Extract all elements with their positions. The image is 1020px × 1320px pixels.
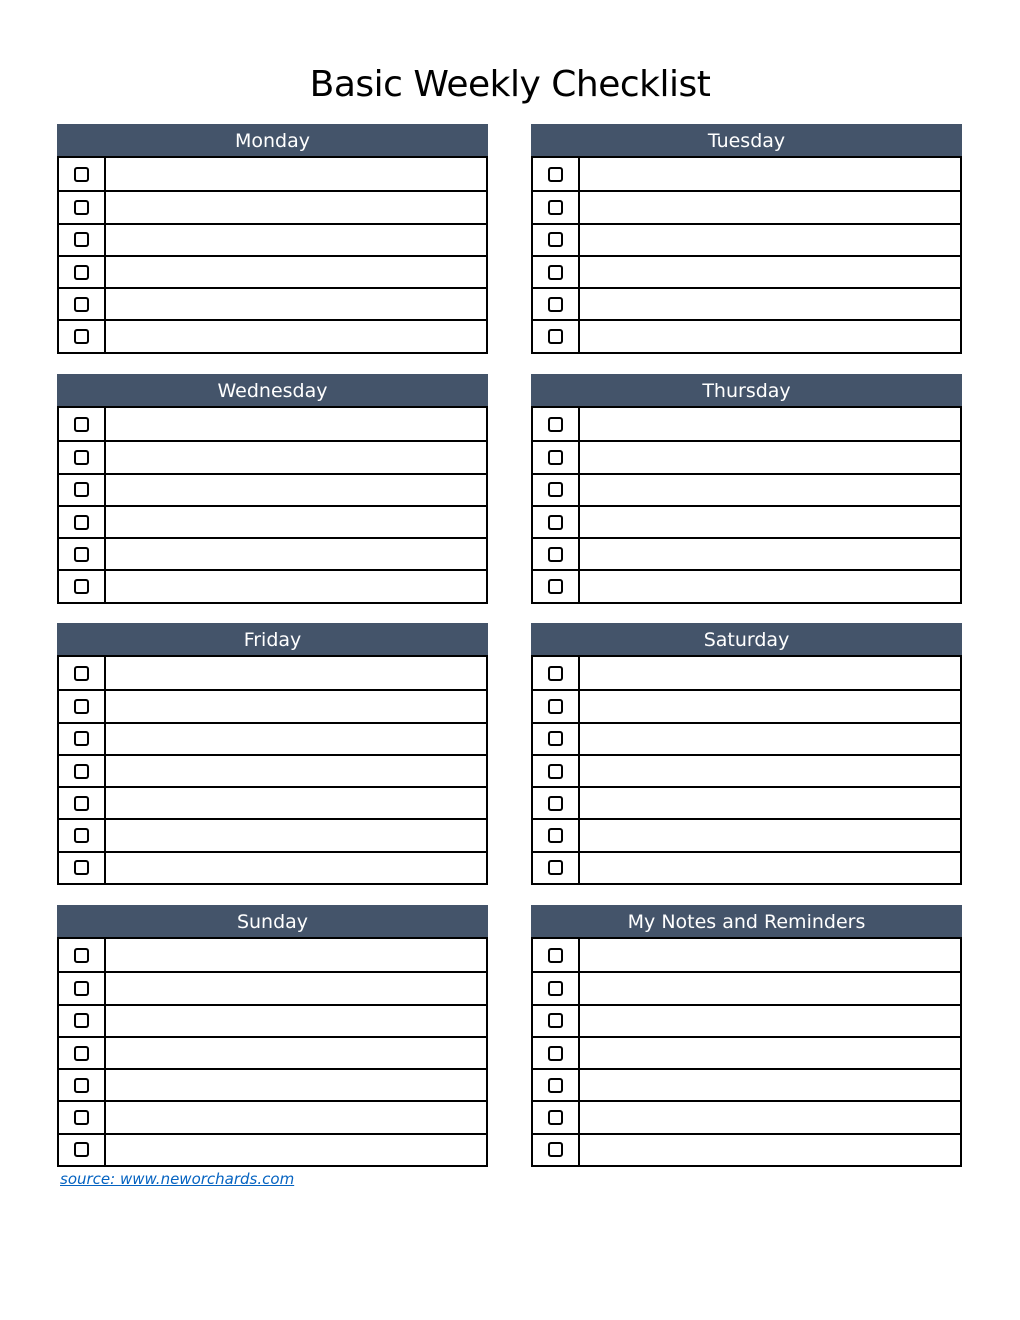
- checkbox-cell[interactable]: [533, 820, 580, 850]
- checkbox[interactable]: [548, 265, 563, 280]
- section-header: Thursday: [531, 374, 962, 406]
- checkbox[interactable]: [548, 1013, 563, 1028]
- checklist-row: [533, 158, 960, 190]
- checkbox-cell[interactable]: [533, 475, 580, 505]
- checkbox-cell[interactable]: [533, 691, 580, 721]
- checkbox-cell[interactable]: [59, 1102, 106, 1132]
- task-text-field[interactable]: [580, 1006, 960, 1036]
- page-title: Basic Weekly Checklist: [309, 64, 711, 105]
- checklist-row: [59, 505, 486, 537]
- checklist-row: [533, 505, 960, 537]
- checklist-row: [59, 657, 486, 689]
- checkbox[interactable]: [548, 482, 563, 497]
- checkbox-cell[interactable]: [59, 1038, 106, 1068]
- task-text-field[interactable]: [106, 158, 486, 190]
- task-text-field[interactable]: [580, 408, 960, 440]
- checkbox[interactable]: [548, 981, 563, 996]
- checklist-row: [533, 754, 960, 786]
- checkbox-cell[interactable]: [59, 853, 106, 883]
- checkbox-cell[interactable]: [533, 225, 580, 255]
- task-text-field[interactable]: [580, 321, 960, 351]
- checkbox-cell[interactable]: [533, 192, 580, 222]
- checklist-row: [533, 689, 960, 721]
- checkbox-cell[interactable]: [533, 1006, 580, 1036]
- checkbox[interactable]: [74, 417, 89, 432]
- checkbox[interactable]: [548, 547, 563, 562]
- checkbox-cell[interactable]: [533, 1102, 580, 1132]
- task-text-field[interactable]: [580, 691, 960, 721]
- section-sunday: [57, 905, 488, 1167]
- task-text-field[interactable]: [106, 657, 486, 689]
- section-header: My Notes and Reminders: [531, 905, 962, 937]
- checklist: [531, 937, 962, 1167]
- task-text-field[interactable]: [106, 289, 486, 319]
- task-text-field[interactable]: [580, 1102, 960, 1132]
- checkbox-cell[interactable]: [533, 158, 580, 190]
- task-text-field[interactable]: [106, 973, 486, 1003]
- checkbox-cell[interactable]: [533, 788, 580, 818]
- task-text-field[interactable]: [106, 756, 486, 786]
- checkbox-cell[interactable]: [59, 507, 106, 537]
- checkbox[interactable]: [74, 860, 89, 875]
- checkbox-cell[interactable]: [59, 939, 106, 971]
- checklist-row: [59, 319, 486, 351]
- task-text-field[interactable]: [106, 507, 486, 537]
- checkbox-cell[interactable]: [59, 192, 106, 222]
- checkbox[interactable]: [74, 1046, 89, 1061]
- checklist-row: [59, 851, 486, 883]
- task-text-field[interactable]: [106, 691, 486, 721]
- checkbox[interactable]: [74, 731, 89, 746]
- checklist-row: [533, 287, 960, 319]
- checkbox-cell[interactable]: [59, 724, 106, 754]
- section-header: Friday: [57, 623, 488, 655]
- checklist-row: [533, 722, 960, 754]
- checklist-row: [533, 657, 960, 689]
- checklist-row: [59, 223, 486, 255]
- checkbox-cell[interactable]: [59, 475, 106, 505]
- checkbox[interactable]: [74, 482, 89, 497]
- checkbox-cell[interactable]: [533, 442, 580, 472]
- checkbox[interactable]: [74, 579, 89, 594]
- checkbox[interactable]: [74, 828, 89, 843]
- checkbox-cell[interactable]: [533, 724, 580, 754]
- task-text-field[interactable]: [106, 442, 486, 472]
- task-text-field[interactable]: [580, 1038, 960, 1068]
- checkbox[interactable]: [74, 666, 89, 681]
- checkbox[interactable]: [74, 547, 89, 562]
- task-text-field[interactable]: [580, 657, 960, 689]
- checkbox[interactable]: [74, 1078, 89, 1093]
- checklist-row: [59, 971, 486, 1003]
- task-text-field[interactable]: [106, 788, 486, 818]
- checkbox-cell[interactable]: [59, 442, 106, 472]
- task-text-field[interactable]: [106, 1102, 486, 1132]
- checklist-row: [533, 440, 960, 472]
- checkbox-cell[interactable]: [59, 1135, 106, 1165]
- checklist-row: [59, 689, 486, 721]
- checklist: [57, 406, 488, 604]
- task-text-field[interactable]: [580, 225, 960, 255]
- checkbox[interactable]: [548, 699, 563, 714]
- section-notes-reminders: [531, 905, 962, 1167]
- checklist-row: [533, 786, 960, 818]
- checkbox-cell[interactable]: [533, 853, 580, 883]
- checkbox-cell[interactable]: [533, 1070, 580, 1100]
- checkbox[interactable]: [548, 731, 563, 746]
- checkbox[interactable]: [548, 232, 563, 247]
- section-header: Sunday: [57, 905, 488, 937]
- checkbox[interactable]: [548, 450, 563, 465]
- task-text-field[interactable]: [580, 756, 960, 786]
- task-text-field[interactable]: [106, 257, 486, 287]
- task-text-field[interactable]: [580, 1135, 960, 1165]
- checklist-row: [533, 818, 960, 850]
- checkbox-cell[interactable]: [533, 507, 580, 537]
- checkbox-cell[interactable]: [59, 158, 106, 190]
- checkbox-cell[interactable]: [59, 788, 106, 818]
- task-text-field[interactable]: [106, 853, 486, 883]
- task-text-field[interactable]: [580, 257, 960, 287]
- checklist-row: [59, 408, 486, 440]
- checklist-row: [59, 158, 486, 190]
- checklist-row: [59, 1036, 486, 1068]
- checkbox-cell[interactable]: [59, 408, 106, 440]
- checkbox[interactable]: [548, 1142, 563, 1157]
- checklist-row: [533, 1068, 960, 1100]
- task-text-field[interactable]: [580, 973, 960, 1003]
- checkbox-cell[interactable]: [533, 571, 580, 601]
- checklist: [57, 655, 488, 885]
- checkbox[interactable]: [74, 329, 89, 344]
- task-text-field[interactable]: [106, 539, 486, 569]
- checklist-row: [533, 851, 960, 883]
- checkbox-cell[interactable]: [59, 973, 106, 1003]
- checkbox[interactable]: [548, 515, 563, 530]
- checklist: [531, 156, 962, 354]
- section-header: Tuesday: [531, 124, 962, 156]
- task-text-field[interactable]: [580, 507, 960, 537]
- task-text-field[interactable]: [580, 192, 960, 222]
- task-text-field[interactable]: [580, 442, 960, 472]
- section-thursday: [531, 374, 962, 604]
- checklist-row: [533, 223, 960, 255]
- checkbox[interactable]: [74, 200, 89, 215]
- checkbox-cell[interactable]: [533, 1135, 580, 1165]
- checklist: [57, 156, 488, 354]
- checkbox-cell[interactable]: [533, 756, 580, 786]
- checkbox-cell[interactable]: [59, 571, 106, 601]
- checklist-row: [59, 1100, 486, 1132]
- checkbox[interactable]: [74, 948, 89, 963]
- checkbox-cell[interactable]: [59, 756, 106, 786]
- checkbox-cell[interactable]: [59, 321, 106, 351]
- section-header: Monday: [57, 124, 488, 156]
- checklist-row: [59, 287, 486, 319]
- task-text-field[interactable]: [106, 408, 486, 440]
- checkbox[interactable]: [548, 948, 563, 963]
- checklist-row: [59, 1133, 486, 1165]
- task-text-field[interactable]: [106, 820, 486, 850]
- checkbox-cell[interactable]: [533, 939, 580, 971]
- checkbox[interactable]: [74, 265, 89, 280]
- checklist-row: [59, 255, 486, 287]
- checklist-row: [533, 319, 960, 351]
- checklist-row: [59, 473, 486, 505]
- checkbox-cell[interactable]: [59, 1006, 106, 1036]
- task-text-field[interactable]: [106, 571, 486, 601]
- checkbox-cell[interactable]: [533, 321, 580, 351]
- checklist-row: [59, 569, 486, 601]
- checkbox-cell[interactable]: [533, 289, 580, 319]
- checkbox[interactable]: [548, 796, 563, 811]
- checklist-row: [533, 190, 960, 222]
- checklist-row: [59, 537, 486, 569]
- checkbox-cell[interactable]: [533, 657, 580, 689]
- checkbox-cell[interactable]: [59, 257, 106, 287]
- checkbox-cell[interactable]: [533, 1038, 580, 1068]
- task-text-field[interactable]: [106, 225, 486, 255]
- checkbox[interactable]: [548, 417, 563, 432]
- checklist-row: [59, 754, 486, 786]
- section-header: Saturday: [531, 623, 962, 655]
- task-text-field[interactable]: [106, 192, 486, 222]
- section-saturday: [531, 623, 962, 885]
- checklist-row: [59, 1004, 486, 1036]
- checkbox-cell[interactable]: [533, 539, 580, 569]
- checkbox[interactable]: [548, 1078, 563, 1093]
- task-text-field[interactable]: [580, 158, 960, 190]
- checkbox[interactable]: [548, 329, 563, 344]
- checkbox-cell[interactable]: [59, 820, 106, 850]
- checkbox-cell[interactable]: [59, 225, 106, 255]
- checklist-row: [59, 818, 486, 850]
- checkbox[interactable]: [74, 1013, 89, 1028]
- checklist-row: [533, 939, 960, 971]
- checkbox[interactable]: [548, 1046, 563, 1061]
- checkbox[interactable]: [74, 796, 89, 811]
- checkbox[interactable]: [548, 764, 563, 779]
- checklist-row: [59, 722, 486, 754]
- checkbox[interactable]: [548, 1110, 563, 1125]
- task-text-field[interactable]: [580, 724, 960, 754]
- source-link[interactable]: source: www.neworchards.com: [60, 1170, 295, 1188]
- checkbox[interactable]: [74, 764, 89, 779]
- task-text-field[interactable]: [580, 788, 960, 818]
- task-text-field[interactable]: [106, 1038, 486, 1068]
- task-text-field[interactable]: [580, 1070, 960, 1100]
- checkbox[interactable]: [74, 297, 89, 312]
- checkbox-cell[interactable]: [533, 408, 580, 440]
- checklist-row: [533, 255, 960, 287]
- checkbox[interactable]: [74, 167, 89, 182]
- task-text-field[interactable]: [580, 820, 960, 850]
- checkbox[interactable]: [548, 828, 563, 843]
- checkbox-cell[interactable]: [59, 289, 106, 319]
- checklist-row: [59, 939, 486, 971]
- checklist-row: [59, 1068, 486, 1100]
- checkbox-cell[interactable]: [59, 657, 106, 689]
- checkbox[interactable]: [74, 1110, 89, 1125]
- task-text-field[interactable]: [106, 939, 486, 971]
- section-header: Wednesday: [57, 374, 488, 406]
- checkbox[interactable]: [548, 666, 563, 681]
- checklist-row: [533, 971, 960, 1003]
- checkbox-cell[interactable]: [59, 539, 106, 569]
- task-text-field[interactable]: [106, 475, 486, 505]
- checklist-row: [533, 473, 960, 505]
- task-text-field[interactable]: [106, 1006, 486, 1036]
- task-text-field[interactable]: [106, 321, 486, 351]
- checklist-row: [533, 1004, 960, 1036]
- section-monday: [57, 124, 488, 354]
- checkbox[interactable]: [548, 200, 563, 215]
- checkbox[interactable]: [74, 515, 89, 530]
- task-text-field[interactable]: [580, 571, 960, 601]
- checkbox-cell[interactable]: [59, 1070, 106, 1100]
- checklist: [531, 406, 962, 604]
- checklist-row: [533, 537, 960, 569]
- task-text-field[interactable]: [580, 475, 960, 505]
- checklist-row: [59, 440, 486, 472]
- checkbox[interactable]: [74, 1142, 89, 1157]
- checkbox[interactable]: [74, 232, 89, 247]
- checklist-row: [59, 190, 486, 222]
- checkbox[interactable]: [74, 981, 89, 996]
- checkbox-cell[interactable]: [59, 691, 106, 721]
- section-tuesday: [531, 124, 962, 354]
- task-text-field[interactable]: [580, 939, 960, 971]
- checkbox[interactable]: [548, 579, 563, 594]
- checkbox-cell[interactable]: [533, 257, 580, 287]
- checklist-row: [533, 569, 960, 601]
- checklist-row: [533, 408, 960, 440]
- checkbox[interactable]: [74, 450, 89, 465]
- task-text-field[interactable]: [106, 1135, 486, 1165]
- task-text-field[interactable]: [106, 724, 486, 754]
- task-text-field[interactable]: [580, 539, 960, 569]
- checklist-row: [533, 1133, 960, 1165]
- checkbox[interactable]: [548, 167, 563, 182]
- checklist-row: [59, 786, 486, 818]
- task-text-field[interactable]: [580, 289, 960, 319]
- task-text-field[interactable]: [106, 1070, 486, 1100]
- checklist-row: [533, 1036, 960, 1068]
- checkbox[interactable]: [548, 860, 563, 875]
- section-wednesday: [57, 374, 488, 604]
- checkbox-cell[interactable]: [533, 973, 580, 1003]
- checklist: [57, 937, 488, 1167]
- checklist-row: [533, 1100, 960, 1132]
- checkbox[interactable]: [74, 699, 89, 714]
- checklist: [531, 655, 962, 885]
- checkbox[interactable]: [548, 297, 563, 312]
- task-text-field[interactable]: [580, 853, 960, 883]
- section-friday: [57, 623, 488, 885]
